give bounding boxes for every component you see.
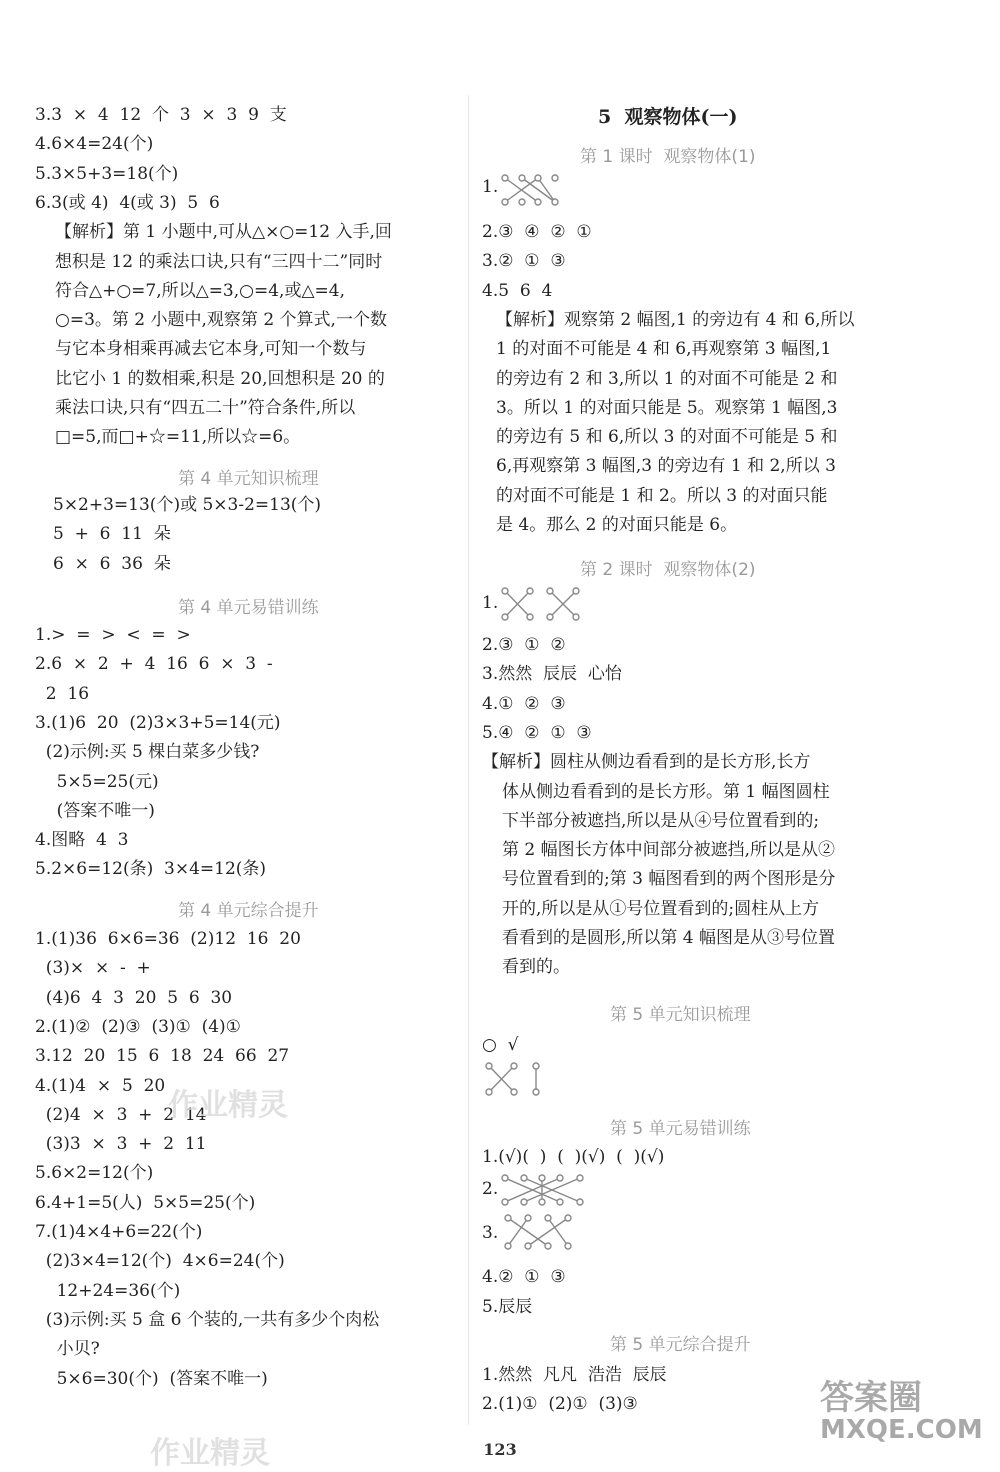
answer-line: 比它小 1 的数相乘,积是 20,回想积是 20 的: [55, 368, 385, 389]
answer-line: 2.: [482, 1179, 499, 1199]
section-heading: 第 5 单元知识梳理: [610, 1005, 751, 1025]
answer-line: 2.(1)① (2)① (3)③: [482, 1394, 638, 1415]
answer-line: 4.① ② ③: [482, 693, 566, 714]
answer-line: 6.4+1=5(人) 5×5=25(个): [35, 1192, 256, 1213]
answer-line: 4.5 6 4: [482, 280, 553, 301]
answer-line: 5.辰辰: [482, 1297, 533, 1317]
answer-line: (3)3 × 3 + 2 11: [35, 1134, 207, 1155]
answer-line: 【解析】第 1 小题中,可从△×○=12 入手,回: [55, 222, 392, 243]
answer-line: 下半部分被遮挡,所以是从④号位置看到的;: [502, 810, 820, 831]
answer-line: 的对面不可能是 1 和 2。所以 3 的对面只能: [496, 485, 828, 506]
answer-line: 5 + 6 11 朵: [53, 524, 171, 545]
answer-line: 7.(1)4×4+6=22(个): [35, 1222, 203, 1242]
answer-line: 3.然然 辰辰 心怡: [482, 664, 622, 685]
answer-line: (2)4 × 3 + 2 14: [35, 1104, 207, 1125]
answer-line: 的旁边有 5 和 6,所以 3 的对面不可能是 5 和: [496, 427, 838, 448]
answer-line: 4.(1)4 × 5 20: [35, 1075, 166, 1096]
answer-line: (3)示例:买 5 盒 6 个装的,一共有多少个肉松: [35, 1309, 380, 1330]
answer-line: 看看到的是圆形,所以第 4 幅图是从③号位置: [502, 928, 836, 948]
answer-line: 5.3×5+3=18(个): [35, 163, 179, 184]
answer-line: 1.: [482, 593, 499, 613]
watermark-middle: 作业精灵: [168, 1088, 288, 1123]
answer-line: 1.然然 凡凡 浩浩 辰辰: [482, 1365, 667, 1385]
answer-line: 6,再观察第 3 幅图,3 的旁边有 1 和 2,所以 3: [496, 456, 836, 477]
matching-diagram-3: [484, 1060, 554, 1100]
unit-title: 5 观察物体(一): [598, 106, 738, 128]
answer-line: 是 4。那么 2 的对面只能是 6。: [496, 515, 738, 535]
answer-line: 2.(1)② (2)③ (3)① (4)①: [35, 1016, 241, 1037]
section-heading: 第 4 单元综合提升: [178, 901, 319, 921]
answer-line: 2.③ ① ②: [482, 635, 566, 655]
logo-url: MXQE.COM: [820, 1415, 983, 1445]
section-heading: 第 2 课时 观察物体(2): [580, 560, 756, 580]
logo-text: 答案圈: [820, 1378, 922, 1418]
answer-line: 2 16: [35, 683, 90, 704]
answer-line: 与它本身相乘再减去它本身,可知一个数与: [55, 339, 367, 360]
answer-line: 3.12 20 15 6 18 24 66 27: [35, 1046, 290, 1067]
answer-line: 1.(1)36 6×6=36 (2)12 16 20: [35, 929, 301, 949]
answer-line: 1.> = > < = >: [35, 625, 191, 645]
section-heading: 第 4 单元易错训练: [178, 598, 319, 618]
answer-line: 想积是 12 的乘法口诀,只有“三四十二”同时: [55, 251, 383, 272]
answer-line: 4.图略 4 3: [35, 830, 129, 851]
answer-line: ○ √: [482, 1035, 519, 1055]
section-heading: 第 5 单元综合提升: [610, 1335, 751, 1355]
answer-line: 符合△+○=7,所以△=3,○=4,或△=4,: [55, 280, 345, 301]
answer-line: 乘法口诀,只有“四五二十”符合条件,所以: [55, 398, 356, 418]
page-number: 123: [483, 1440, 517, 1459]
answer-line: 2.6 × 2 + 4 16 6 × 3 -: [35, 654, 273, 675]
watermark-bottom: 作业精灵: [150, 1436, 270, 1471]
answer-line: 的旁边有 2 和 3,所以 1 的对面不可能是 2 和: [496, 368, 838, 389]
answer-line: (2)3×4=12(个) 4×6=24(个): [35, 1251, 285, 1272]
answer-line: 6 × 6 36 朵: [53, 553, 171, 574]
answer-line: 开的,所以是从①号位置看到的;圆柱从上方: [502, 898, 820, 919]
answer-line: 【解析】观察第 2 幅图,1 的旁边有 4 和 6,所以: [496, 309, 855, 330]
answer-line: (4)6 4 3 20 5 6 30: [35, 987, 233, 1008]
answer-line: 3。所以 1 的对面只能是 5。观察第 1 幅图,3: [496, 397, 838, 418]
answer-line: 4.6×4=24(个): [35, 134, 154, 155]
answer-line: 1.(√)( ) ( )(√) ( )(√): [482, 1147, 665, 1167]
answer-line: 12+24=36(个): [35, 1280, 181, 1301]
answer-line: 5.6×2=12(个): [35, 1163, 154, 1184]
answer-line: 3.: [482, 1223, 499, 1243]
answer-line: 5.2×6=12(条) 3×4=12(条): [35, 859, 267, 880]
answer-line: 4.② ① ③: [482, 1267, 566, 1287]
answer-line: ○=3。第 2 小题中,观察第 2 个算式,一个数: [55, 310, 387, 331]
section-heading: 第 5 单元易错训练: [610, 1119, 751, 1139]
answer-line: 看到的。: [502, 957, 570, 978]
answer-line: (2)示例:买 5 棵白菜多少钱?: [35, 742, 260, 763]
matching-diagram-5: [500, 1212, 580, 1254]
column-divider: [468, 95, 469, 1425]
answer-line: 【解析】圆柱从侧边看看到的是长方形,长方: [482, 752, 811, 773]
answer-line: 3.(1)6 20 (2)3×3+5=14(元): [35, 712, 281, 733]
section-heading: 第 1 课时 观察物体(1): [580, 147, 756, 167]
answer-line: 2.③ ④ ② ①: [482, 222, 592, 242]
answer-line: □=5,而□+☆=11,所以☆=6。: [55, 427, 301, 448]
answer-line: (3)× × - +: [35, 958, 151, 979]
answer-line: 5×2+3=13(个)或 5×3-2=13(个): [53, 495, 322, 515]
answer-line: 1.: [482, 177, 499, 197]
answer-line: 3.② ① ③: [482, 251, 566, 272]
answer-line: 第 2 幅图长方体中间部分被遮挡,所以是从②: [502, 840, 836, 861]
matching-diagram-4: [500, 1172, 590, 1208]
section-heading: 第 4 单元知识梳理: [178, 469, 319, 489]
answer-line: 号位置看到的;第 3 幅图看到的两个图形是分: [502, 869, 836, 890]
answer-line: 5.④ ② ① ③: [482, 722, 592, 743]
answer-line: (答案不唯一): [35, 800, 155, 821]
answer-line: 5×6=30(个) (答案不唯一): [35, 1368, 268, 1389]
answer-line: 体从侧边看看到的是长方形。第 1 幅图圆柱: [502, 781, 830, 802]
answer-line: 3.3 × 4 12 个 3 × 3 9 支: [35, 105, 287, 125]
answer-line: 小贝?: [35, 1339, 100, 1360]
matching-diagram-1: [500, 172, 570, 208]
matching-diagram-2: [500, 585, 590, 625]
answer-line: 1 的对面不可能是 4 和 6,再观察第 3 幅图,1: [496, 339, 832, 360]
answer-line: 5×5=25(元): [35, 771, 159, 792]
answer-line: 6.3(或 4) 4(或 3) 5 6: [35, 192, 220, 213]
